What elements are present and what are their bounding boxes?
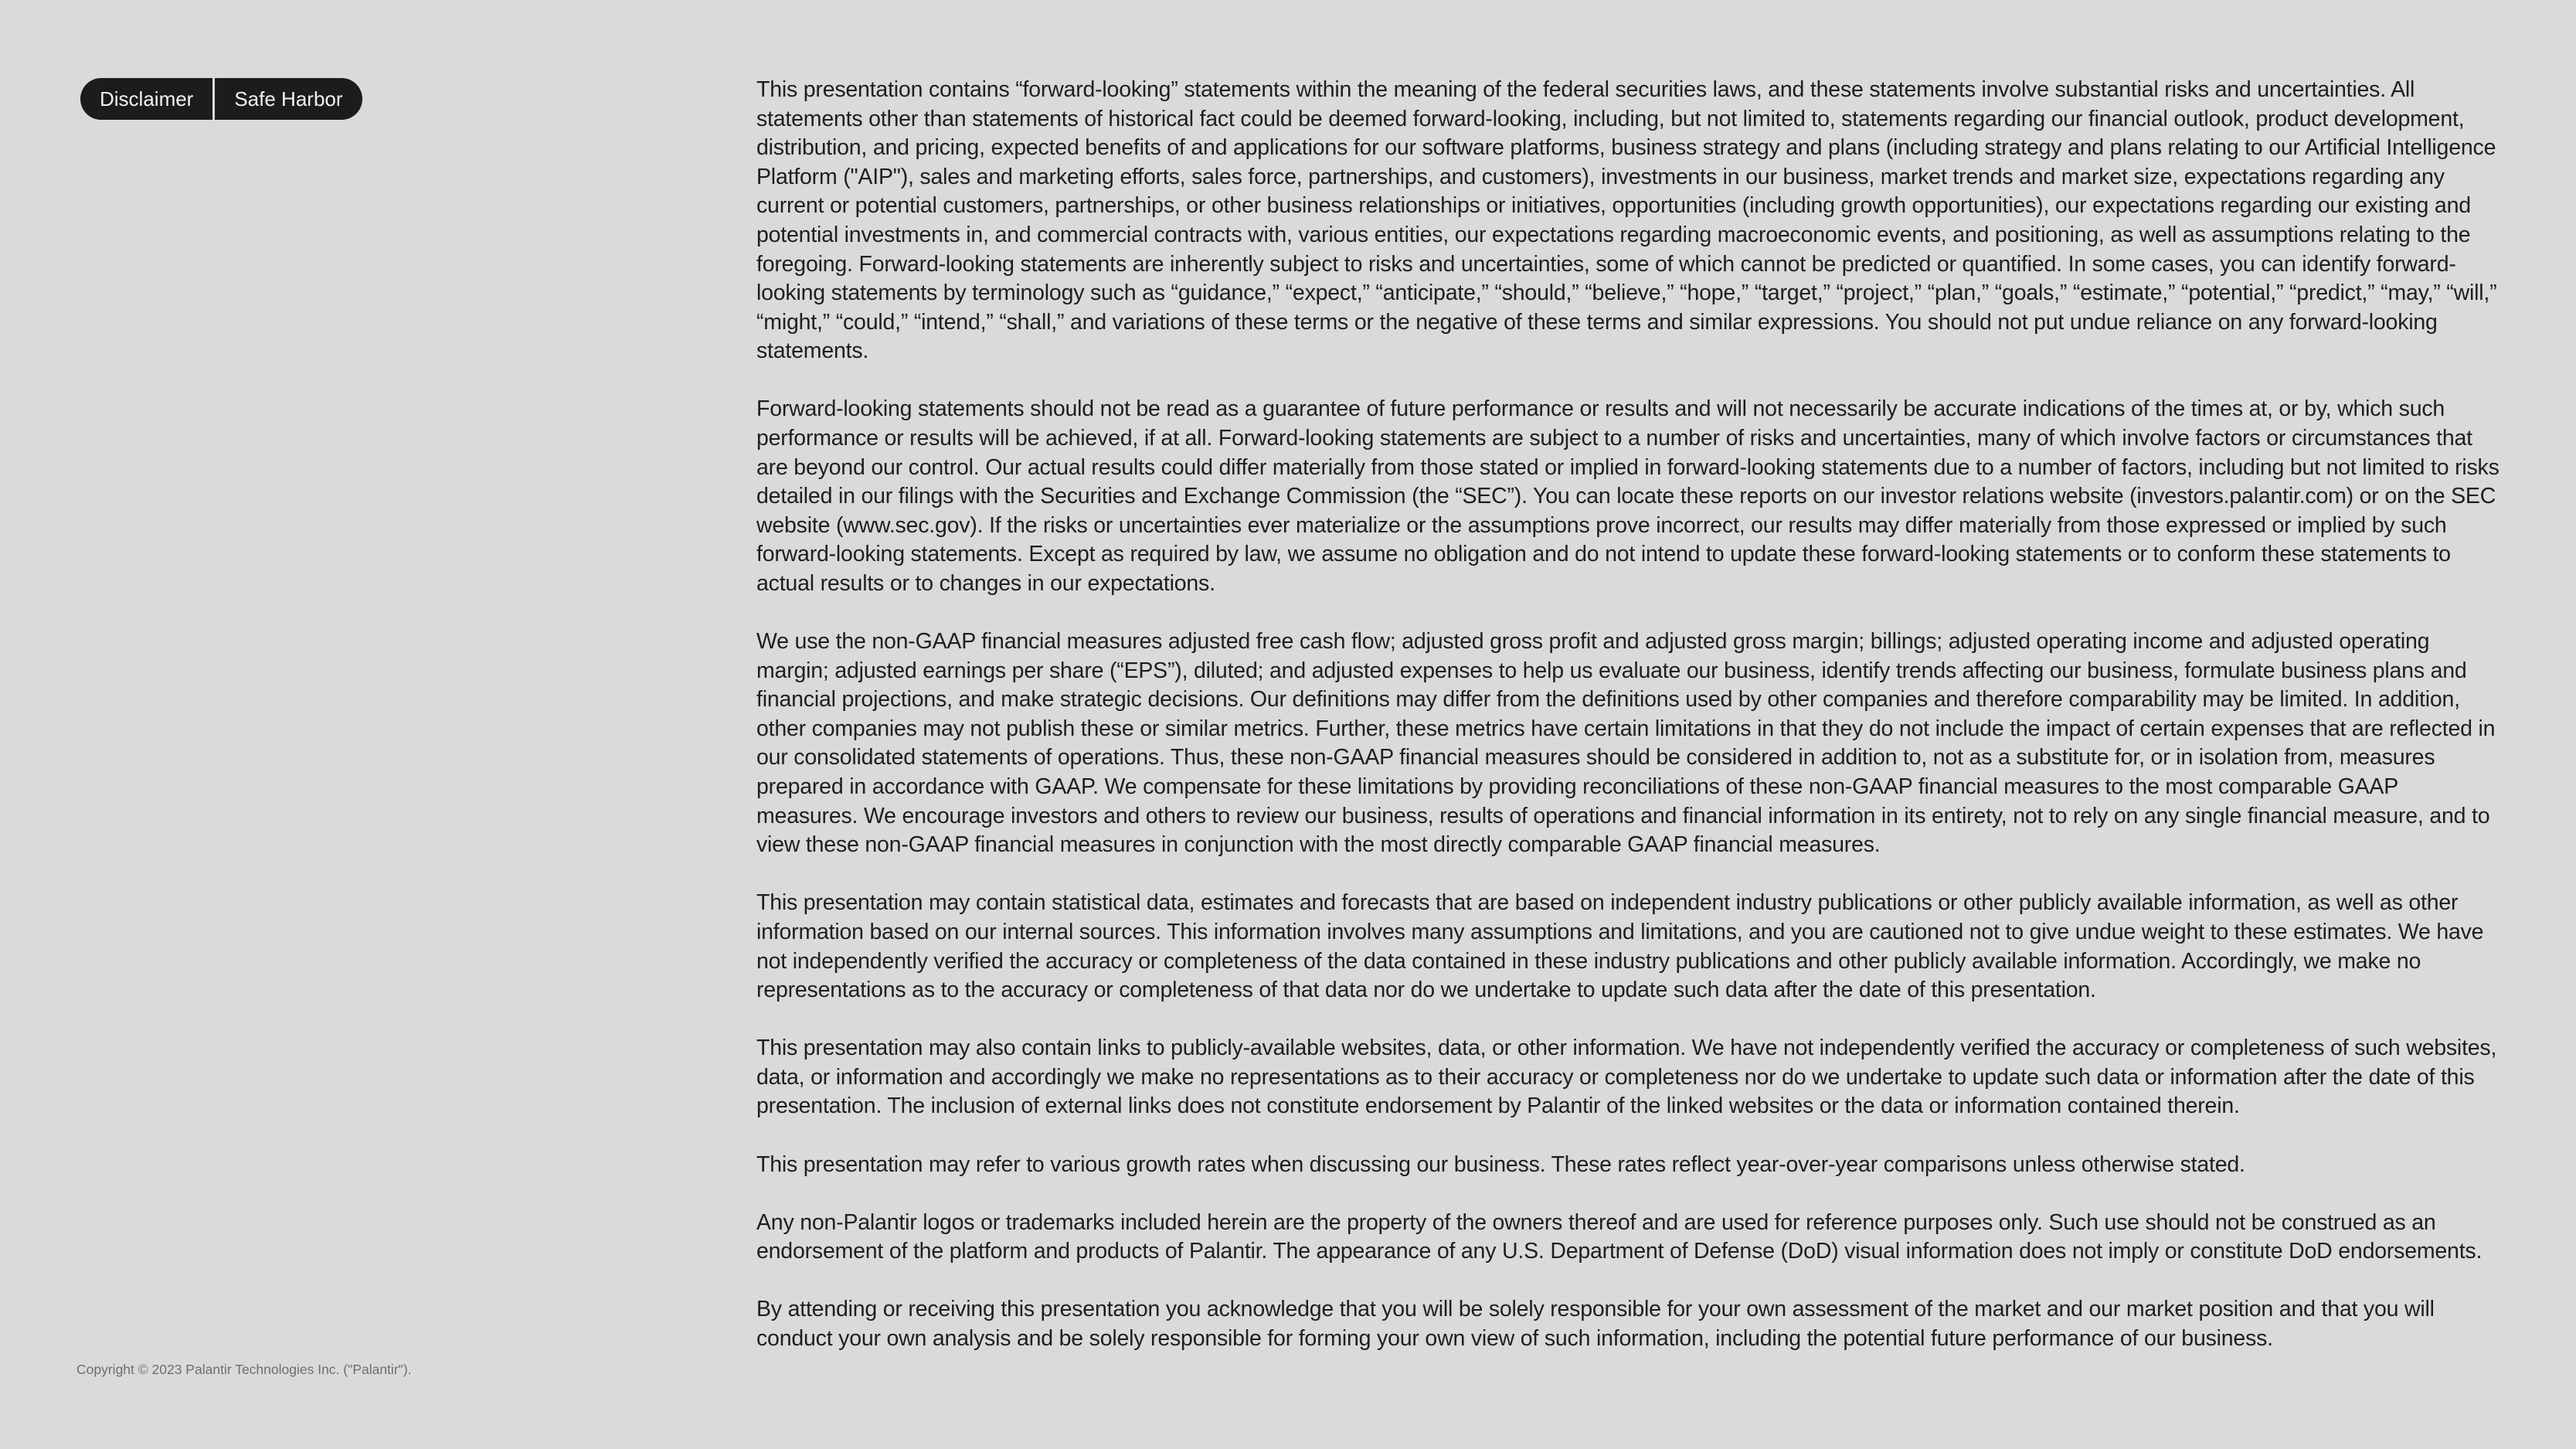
paragraph-no-guarantee: Forward-looking statements should not be read as a guarantee of future performance or results and will not necessarily be accurate indications of the times at, or by, which such performance or results will be achieved, if at all. Forward-looking statements are subject to a number of risks and uncertainties, many of which involve factors or circumstances that are beyond our control. Our actual results could differ materially from those stated or implied in forward-looking statements due to a number of factors, including but not limited to risks detailed in our filings with the Securities and Exchange Commission (the “SEC”). You can locate these reports on our investor relations website (investors.palantir.com) or on the SEC website (www.sec.gov). If the risks or uncertainties ever materialize or the assumptions prove incorrect, our results may differ materially from those expressed or implied by such forward-looking statements. Except as required by law, we assume no obligation and do not intend to update these forward-looking statements or to conform these statements to actual results or to changes in our expectations. [756, 396, 2500, 596]
paragraph-growth-rates: This presentation may refer to various growth rates when discussing our business. These rates reflect year-over-year comparisons unless otherwise stated. [756, 1151, 2245, 1177]
section-tabs [80, 78, 362, 120]
paragraph-forward-looking: This presentation contains “forward-looking” statements within the meaning of the federal securities laws, and these statements involve substantial risks and uncertainties. All statements other than statements of historical fact could be deemed forward-looking, including, but not limited to, statements regarding our financial outlook, product development, distribution, and pricing, expected benefits of and applications for our software platforms, business strategy and plans (including strategy and plans relating to our Artificial Intelligence Platform ("AIP"), sales and marketing efforts, sales force, partnerships, and customers), investments in our business, market trends and market size, expectations regarding any current or potential customers, partnerships, or other business relationships or initiatives, opportunities (including growth opportunities), our expectations regarding our existing and potential investments in, and commercial contracts with, various entities, our expectations regarding macroeconomic events, and positioning, as well as assumptions relating to the foregoing. Forward-looking statements are inherently subject to risks and uncertainties, some of which cannot be predicted or quantified. In some cases, you can identify forward-looking statements by terminology such as “guidance,” “expect,” “anticipate,” “should,” “believe,” “hope,” “target,” “project,” “plan,” “goals,” “estimate,” “potential,” “predict,” “may,” “will,” “might,” “could,” “intend,” “shall,” and variations of these terms or the negative of these terms and similar expressions. You should not put undue reliance on any forward-looking statements. [756, 77, 2497, 364]
tab-safe-harbor[interactable]: Safe Harbor [212, 78, 362, 120]
paragraph-statistical-data: This presentation may contain statistical data, estimates and forecasts that are based on independent industry publications or other publicly available information, as well as other information based on our internal sources. This information involves many assumptions and limitations, and you are cautioned not to give undue weight to these estimates. We have not independently verified the accuracy or completeness of the data contained in these industry publications and other publicly available information. Accordingly, we make no representations as to the accuracy or completeness of that data nor do we undertake to update such data after the date of this presentation. [756, 890, 2484, 1003]
paragraph-non-gaap: We use the non-GAAP financial measures adjusted free cash flow; adjusted gross profit and adjusted gross margin; billings; adjusted operating income and adjusted operating margin; adjusted earnings per share (“EPS”), diluted; and adjusted expenses to help us evaluate our business, identify trends affecting our business, formulate business plans and financial projections, and make strategic decisions. Our definitions may differ from the definitions used by other companies and therefore comparability may be limited. In addition, other companies may not publish these or similar metrics. Further, these metrics have certain limitations in that they do not include the impact of certain expenses that are reflected in our consolidated statements of operations. Thus, these non-GAAP financial measures should be considered in addition to, not as a substitute for, or in isolation from, measures prepared in accordance with GAAP. We compensate for these limitations by providing reconciliations of these non-GAAP financial measures to the most comparable GAAP measures. We encourage investors and others to review our business, results of operations and financial information in its entirety, not to rely on any single financial measure, and to view these non-GAAP financial measures in conjunction with the most directly comparable GAAP financial measures. [756, 629, 2496, 858]
paragraph-acknowledgement: By attending or receiving this presentation you acknowledge that you will be solely responsible for your own assessment of the market and our market position and that you will conduct your own analysis and be solely responsible for forming your own view of such information, including the potential future performance of our business. [756, 1297, 2435, 1351]
paragraph-external-links: This presentation may also contain links to publicly-available websites, data, or other information. We have not independently verified the accuracy or completeness of such websites, data, or information and accordingly we make no representations as to their accuracy or completeness nor do we undertake to update such data or information after the date of this presentation. The inclusion of external links does not constitute endorsement by Palantir of the linked websites or the data or information contained therein. [756, 1036, 2497, 1119]
disclaimer-body [756, 76, 2501, 1353]
paragraph-trademarks: Any non-Palantir logos or trademarks included herein are the property of the owners thereof and are used for reference purposes only. Such use should not be construed as an endorsement of the platform and products of Palantir. The appearance of any U.S. Department of Defense (DoD) visual information does not imply or constitute DoD endorsements. [756, 1209, 2483, 1264]
copyright-notice: Copyright © 2023 Palantir Technologies Inc. ("Palantir"). [76, 1362, 412, 1377]
tab-disclaimer[interactable]: Disclaimer [100, 87, 194, 111]
